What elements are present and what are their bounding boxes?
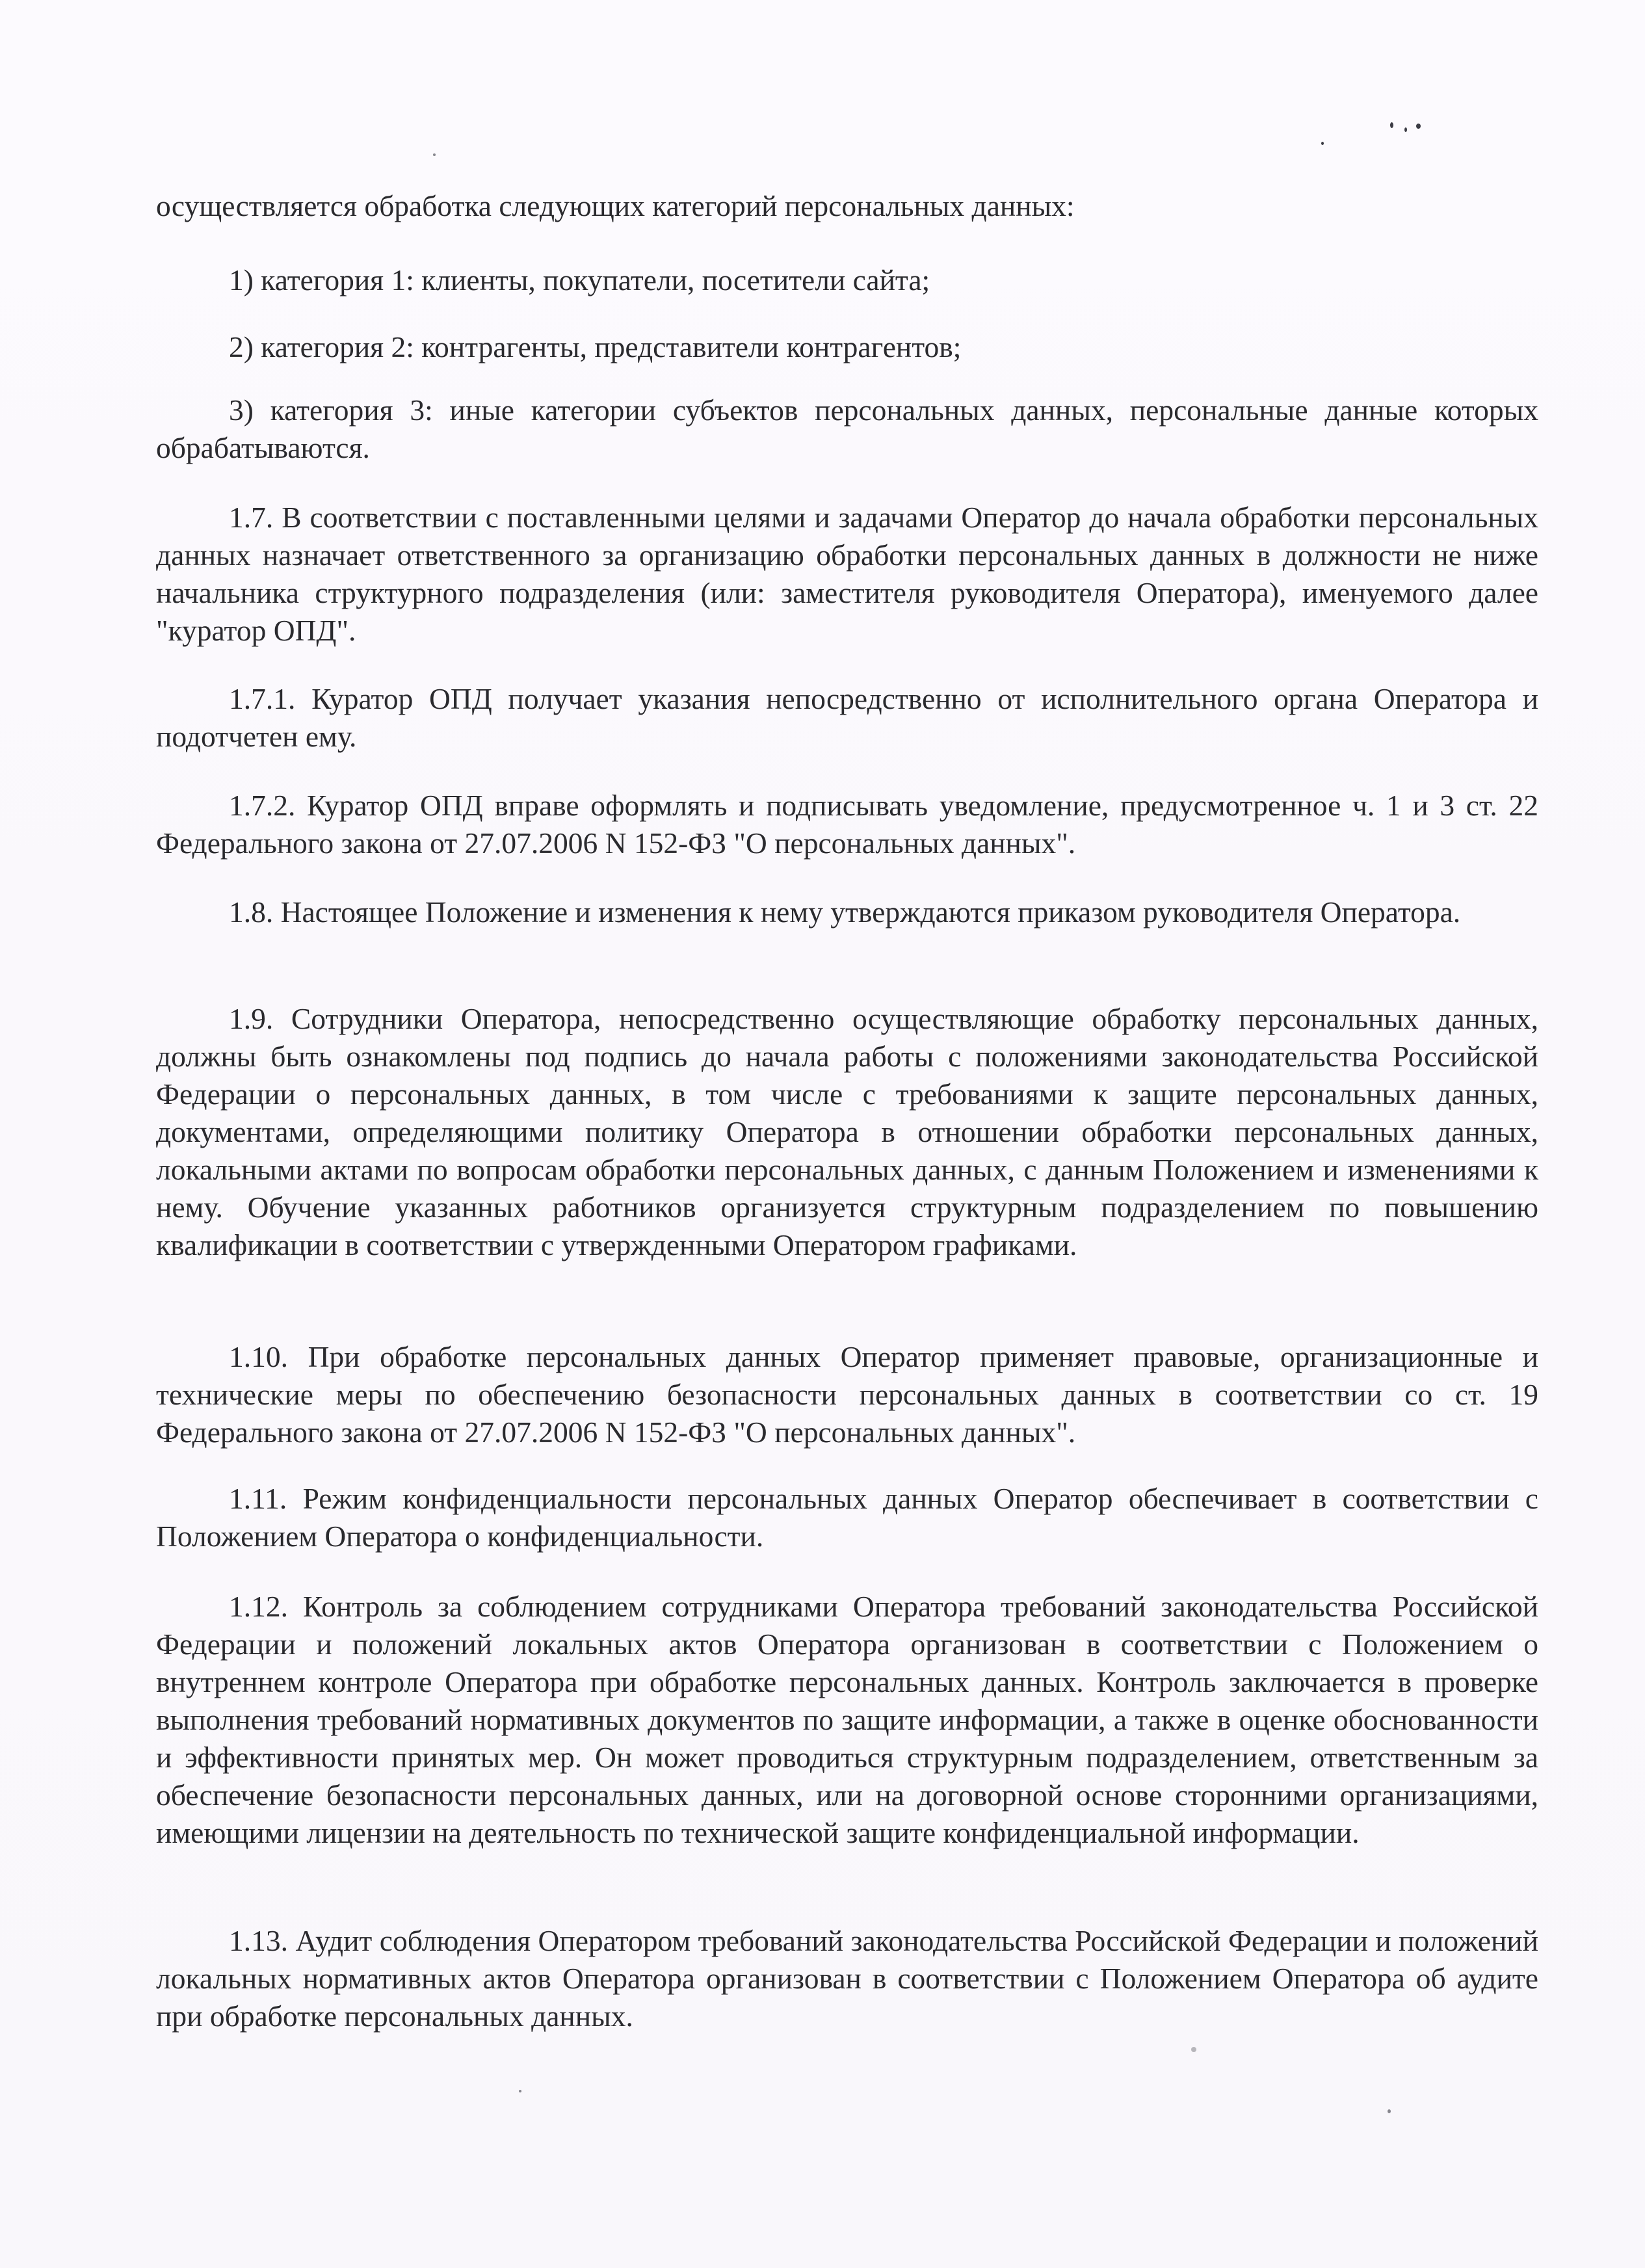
- paragraph-1-13: 1.13. Аудит соблюдения Оператором требований законодательства Российской Федерации и положений локальных нормативных актов Оператора организован в соответствии с Положением Оператора об аудите при обработке персональных данных.: [156, 1924, 1538, 2033]
- paragraph-intro: осуществляется обработка следующих категорий персональных данных:: [156, 189, 1075, 222]
- paragraph-category-1: 1) категория 1: клиенты, покупатели, посетители сайта;: [229, 263, 930, 297]
- scan-speck: [1390, 122, 1393, 128]
- scan-speck: [1191, 2047, 1196, 2052]
- paragraph-1-10: 1.10. При обработке персональных данных Оператор применяет правовые, организационные и технические меры по обеспечению безопасности персональных данных в соответствии со ст. 19 Федерального закона от 27.07.2006 N 152-ФЗ "О персональных данных".: [156, 1340, 1538, 1449]
- scan-speck: [1416, 124, 1421, 129]
- scan-speck: [519, 2090, 521, 2092]
- paragraph-1-11: 1.11. Режим конфиденциальности персональных данных Оператор обеспечивает в соответствии с Положением Оператора о конфиденциальности.: [156, 1482, 1538, 1553]
- paragraph-1-8: 1.8. Настоящее Положение и изменения к нему утверждаются приказом руководителя Оператора.: [229, 895, 1461, 929]
- scan-speck: [1404, 127, 1407, 132]
- scan-speck: [433, 153, 436, 156]
- paragraph-1-7: 1.7. В соответствии с поставленными целями и задачами Оператор до начала обработки персональных данных назначает ответственного за организацию обработки персональных данных в должности не ниже начальника структурного подразделения (или: заместителя руководителя Оператора), именуемого далее "куратор ОПД".: [156, 501, 1538, 647]
- paragraph-1-7-2: 1.7.2. Куратор ОПД вправе оформлять и подписывать уведомление, предусмотренное ч. 1 и 3 ст. 22 Федерального закона от 27.07.2006 N 152-ФЗ "О персональных данных".: [156, 789, 1538, 860]
- paragraph-category-3: 3) категория 3: иные категории субъектов персональных данных, персональные данные которых обрабатываются.: [156, 393, 1538, 464]
- paragraph-1-7-1: 1.7.1. Куратор ОПД получает указания непосредственно от исполнительного органа Оператора и подотчетен ему.: [156, 682, 1538, 753]
- paragraph-1-12: 1.12. Контроль за соблюдением сотрудниками Оператора требований законодательства Российской Федерации и положений локальных актов Оператора организован в соответствии с Положением о внутреннем контроле Оператора при обработке персональных данных. Контроль заключается в проверке выполнения требований нормативных документов по защите информации, а также в оценке обоснованности и эффективности принятых мер. Он может проводиться структурным подразделением, ответственным за обеспечение безопасности персональных данных, или на договорной основе сторонними организациями, имеющими лицензии на деятельность по технической защите конфиденциальной информации.: [156, 1590, 1538, 1849]
- paragraph-category-2: 2) категория 2: контрагенты, представители контрагентов;: [229, 330, 962, 363]
- scan-speck: [1388, 2109, 1391, 2113]
- scan-speck: [1321, 142, 1324, 145]
- paragraph-1-9: 1.9. Сотрудники Оператора, непосредственно осуществляющие обработку персональных данных, должны быть ознакомлены под подпись до начала работы с положениями законодательства Российской Федерации о персональных данных, в том числе с требованиями к защите персональных данных, документами, определяющими политику Оператора в отношении обработки персональных данных, локальными актами по вопросам обработки персональных данных, с данным Положением и изменениями к нему. Обучение указанных работников организуется структурным подразделением по повышению квалификации в соответствии с утвержденными Оператором графиками.: [156, 1002, 1538, 1261]
